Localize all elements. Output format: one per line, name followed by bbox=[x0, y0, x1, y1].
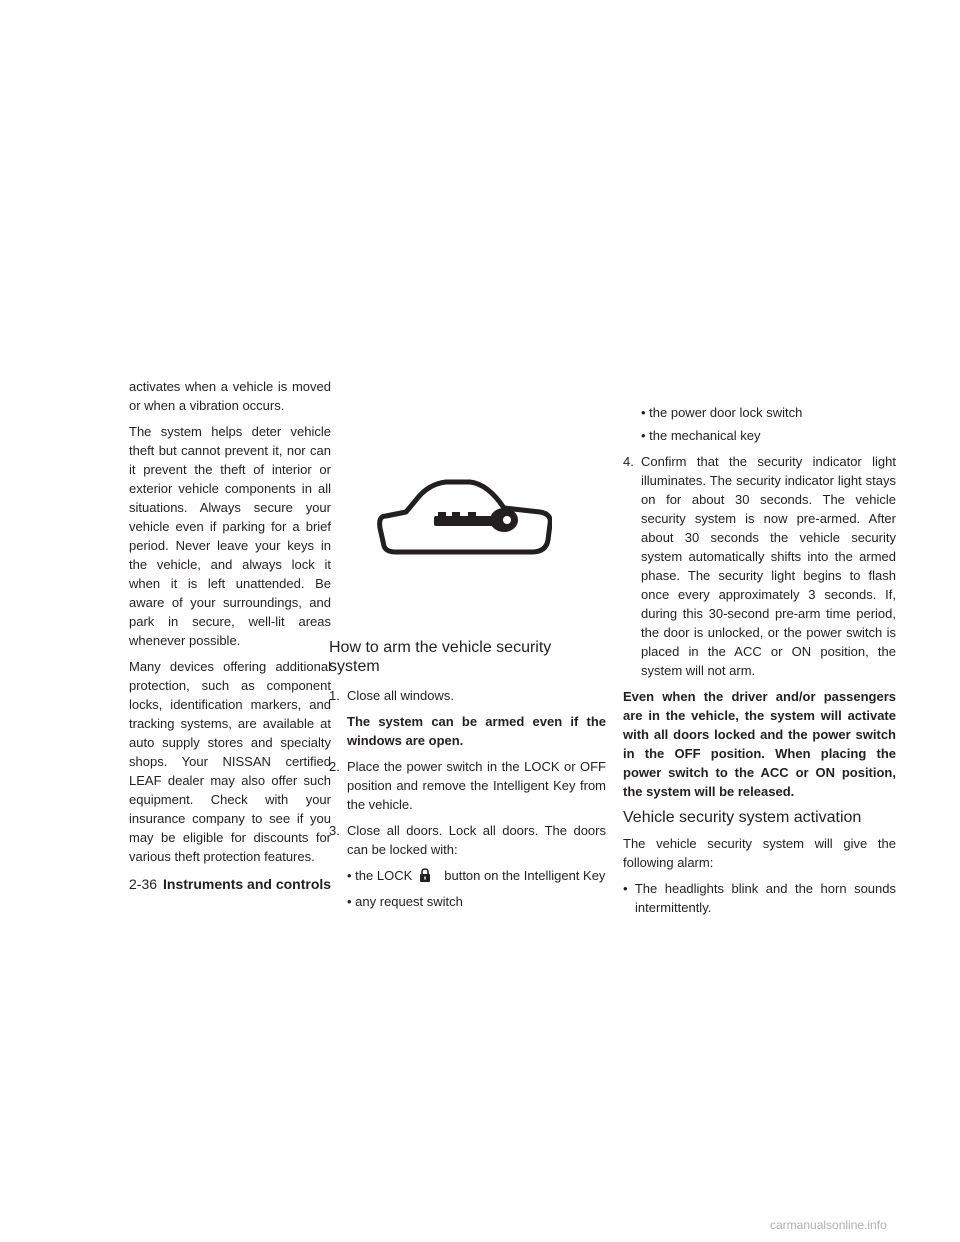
paragraph: The vehicle security system will give the following alarm: bbox=[623, 836, 896, 870]
step-number: 2. bbox=[329, 759, 340, 774]
paragraph: activates when a vehicle is moved or when a vibration occurs. bbox=[129, 379, 331, 413]
section-heading: Vehicle security system activation bbox=[623, 809, 862, 826]
lock-icon bbox=[418, 868, 432, 882]
car-key-icon bbox=[376, 478, 552, 556]
step-number: 4. bbox=[623, 454, 634, 469]
bullet-text: • the LOCK bbox=[347, 868, 413, 883]
step-text: Close all windows. bbox=[347, 688, 454, 703]
paragraph: The system helps deter vehicle theft but cannot prevent it, nor can it prevent the theft of interior or exterior vehicle components in all situations. Always secure your vehicle even if parking for a brief period. Never leave your keys in the vehicle, and always lock it when it is left unattended. Be aware of your surroundings, and park in secure, well-lit areas whenever possible. bbox=[129, 424, 331, 648]
column-middle bbox=[329, 638, 606, 918]
paragraph: Many devices offering additional protection, such as component locks, identification markers, and tracking systems, are available at auto supply stores and specialty shops. Your NISSAN certified LEAF dealer may also offer such equipment. Check with your insurance company to see if you may be eligible for discounts for various theft protection features. bbox=[129, 659, 331, 864]
bullet-request-switch: • any request switch bbox=[347, 894, 463, 909]
page-footer bbox=[129, 876, 331, 892]
step-number: 1. bbox=[329, 688, 340, 703]
bullet-lock-button bbox=[329, 866, 606, 885]
section-title: Instruments and controls bbox=[163, 876, 332, 892]
step-1-note: The system can be armed even if the windows are open. bbox=[347, 714, 606, 748]
step-number: 3. bbox=[329, 823, 340, 838]
bullet-mechanical-key: • the mechanical key bbox=[641, 428, 761, 443]
step-3 bbox=[329, 821, 606, 859]
column-left bbox=[129, 377, 331, 873]
step-1 bbox=[329, 686, 606, 705]
step-text: Close all doors. Lock all doors. The doors can be locked with: bbox=[347, 823, 606, 857]
watermark: carmanualsonline.info bbox=[770, 1218, 887, 1232]
bullet-power-lock: • the power door lock switch bbox=[641, 405, 803, 420]
warning-text: Even when the driver and/or passengers are in the vehicle, the system will activate with all doors locked and the power switch in the OFF position. When placing the power switch to the ACC or ON position, the system will be released. bbox=[623, 689, 896, 799]
column-right bbox=[623, 403, 896, 924]
step-text: Confirm that the security indicator light illuminates. The security indicator light stays on for about 30 seconds. The vehicle security system is now pre-armed. After about 30 seconds the vehicle security system automatically shifts into the armed phase. The security light begins to flash once every approximately 3 seconds. If, during this 30-second pre-arm time period, the door is unlocked, or the power switch is placed in the ACC or ON position, the system will not arm. bbox=[641, 454, 896, 678]
step-text: Place the power switch in the LOCK or OFF position and remove the Intelligent Key from the vehicle. bbox=[347, 759, 606, 812]
page-number: 2-36 bbox=[129, 876, 158, 892]
bullet-headlights: • The headlights blink and the horn sounds intermittently. bbox=[623, 881, 896, 915]
step-2 bbox=[329, 757, 606, 814]
bullet-text: button on the Intelligent Key bbox=[444, 868, 606, 883]
section-heading: How to arm the vehicle security system bbox=[329, 639, 552, 675]
step-4 bbox=[623, 452, 896, 680]
